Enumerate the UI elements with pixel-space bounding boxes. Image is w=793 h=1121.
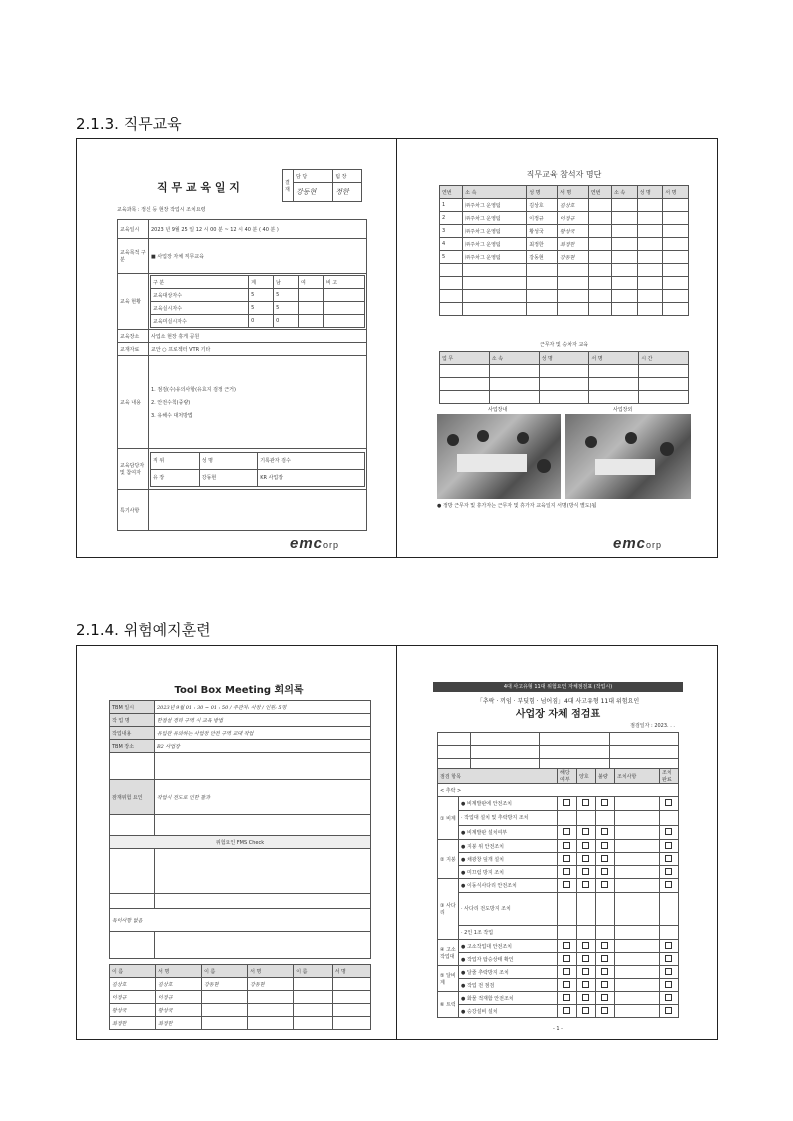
scanned-self-checklist [433, 682, 683, 1034]
scanned-training-log [107, 161, 375, 531]
checklist-banner: 4대 사고유형 11대 위험요인 자체점검표 (작업시) [433, 682, 683, 692]
content-line: 1. 점검(수)유의사항(유효지 검정 근거) [151, 386, 236, 393]
photo-label-1: 사업장내 [488, 407, 508, 413]
figure-frame-risk-training [76, 645, 718, 1040]
section-heading-risk-training: 2.1.4. 위험예지훈련 [76, 621, 211, 639]
sub-attendance-table: 업 무 소 속 성 명 서 명 시 간 [439, 351, 689, 404]
checklist-title-pre: 「추락 · 끼임 · 부딪힘 · 넘어짐」4대 사고유형 11대 위험요인 [476, 698, 640, 705]
training-photo-2 [565, 414, 691, 499]
training-log-table: 교육일시 2023 년 9월 25 일 12 시 00 분 ~ 12 시 40 분 ( 40 분 ) 교육목적 구분 ■ 사업장 자체 직무교육 교육 현황 구 분 계 남 여 비 고 교육대상자수 5 5 교육실시자수 5 5 교육미실시자수 0 0 교육장소 사업소 현장 휴게 공원 교재자료 교안 ○ 프로젝터 VTR 기타 교육 내용 1. 점검(수)유의사항(유효지 검정 근거) 2. 안전수칙(중량) 3. 유해수 대처방법 교육담당자 및 참여자 직 위 성 명 기록관자 검수 유 장 강동현 KR 사업장 특기사항 [117, 219, 367, 531]
attendance-table: 연번 소 속 성 명 서 명 연번 소 속 성 명 서 명 1 ㈜주차그 운영팀 김상호 김상호 2 ㈜주차그 운영팀 이정규 이정규 3 ㈜주차그 운영팀 황성국 황성국 4 ㈜주차그 운영팀 최정한 최정한 5 ㈜주차그 운영팀 강동현 강동현 [439, 185, 689, 316]
page-number: - 1 - [553, 1026, 563, 1032]
tbm-info-table: TBM 일시 2023년 9월 01 : 30 ~ 01 : 50 / 주관자: 사장 / 인원: 5명 작 업 명 한점설 경리 구역 시 교육 방법 작업내용 유입관 유의하는 사업장 안전 구역 교대 작업 TBM 장소 B2 사업장 잠재위험 요인 작업시 전도로 인한 찰과 위험요인 FMS Check 독이사항 없음 [109, 700, 371, 959]
training-photo-1 [437, 414, 561, 499]
attendance-title: 직무교육 참석자 명단 [526, 170, 602, 179]
checklist-date: 점검일자 : 2023. . . [630, 723, 675, 729]
scanned-tbm-minutes [99, 676, 379, 1031]
checklist-info-table [437, 732, 679, 772]
content-line: 3. 유해수 대처방법 [151, 412, 193, 419]
emc-logo: emcorp [290, 535, 340, 552]
figure-frame-job-training [76, 138, 718, 558]
risk-text: 작업시 전도로 인한 찰과 [155, 780, 371, 815]
course-line: 교육과목 : 정신 등 현장 작업시 조치요령 [117, 207, 206, 213]
tbm-sign-table: 이 름 서 명 이 름 서 명 이 름 서 명 김상호 김상호 강동현 강동현 이정규 이정규 황성국 황성국 최정한 최정한 [109, 964, 371, 1030]
approval-box: 결재 담 당 팀 장 강동현 정한 [282, 169, 362, 202]
panel-attendance-list [397, 139, 717, 557]
section-heading-job-training: 2.1.3. 직무교육 [76, 115, 182, 133]
sub-table-title: 근무자 및 승차자 교육 [539, 342, 589, 348]
staff-table: 직 위 성 명 기록관자 검수 유 장 강동현 KR 사업장 [150, 452, 365, 487]
scanned-attendance-list [433, 161, 695, 511]
fms-check-title: 위험요인 FMS Check [110, 836, 371, 849]
panel-tbm-minutes [77, 646, 396, 1039]
content-line: 2. 안전수칙(중량) [151, 399, 191, 406]
photo-label-2: 사업장외 [613, 407, 633, 413]
training-status-table: 구 분 계 남 여 비 고 교육대상자수 5 5 교육실시자수 5 5 교육미실시자수 0 0 [150, 275, 365, 328]
photo-footnote: ● 정방 근무자 및 휴가자는 근무자 및 휴가자 교육일지 서명(방식 별도)됨 [437, 503, 597, 509]
log-title: 직 무 교 육 일 지 [157, 181, 240, 194]
panel-training-log [77, 139, 396, 557]
checklist-title: 사업장 자체 점검표 [515, 709, 601, 720]
tbm-title: Tool Box Meeting 회의록 [174, 685, 304, 696]
tbm-note: 독이사항 없음 [110, 909, 371, 932]
panel-self-checklist [397, 646, 717, 1039]
checklist-table: 점검 항목 해당 여부 양호 불량 조치사항 조치 완료 < 추락 > ① 비계 ● 비계발판에 안전조치 · 작업대 설치 및 추락방지 조치 ● 비계발판 설치여부 ② 지붕 ● 지붕 위 안전조치 ● 채광창 덮개 설치 ● 미끄럼 방지 조치 ③ 사다리 ● 이동식사다리 안전조치 · 사다리 전도방지 조치 · 2인 1조 작업 ④ 고소작업대 ● 고소작업대 안전조치 ● 작업자 탑승상태 확인 ⑤ 달비계 ● 달줄 추락방지 조치 ● 작업 전 점검 ⑥ 트럭 ● 화물 적재함 안전조치 ● 승강설비 설치 [437, 768, 679, 1018]
emc-logo: emcorp [613, 535, 663, 552]
